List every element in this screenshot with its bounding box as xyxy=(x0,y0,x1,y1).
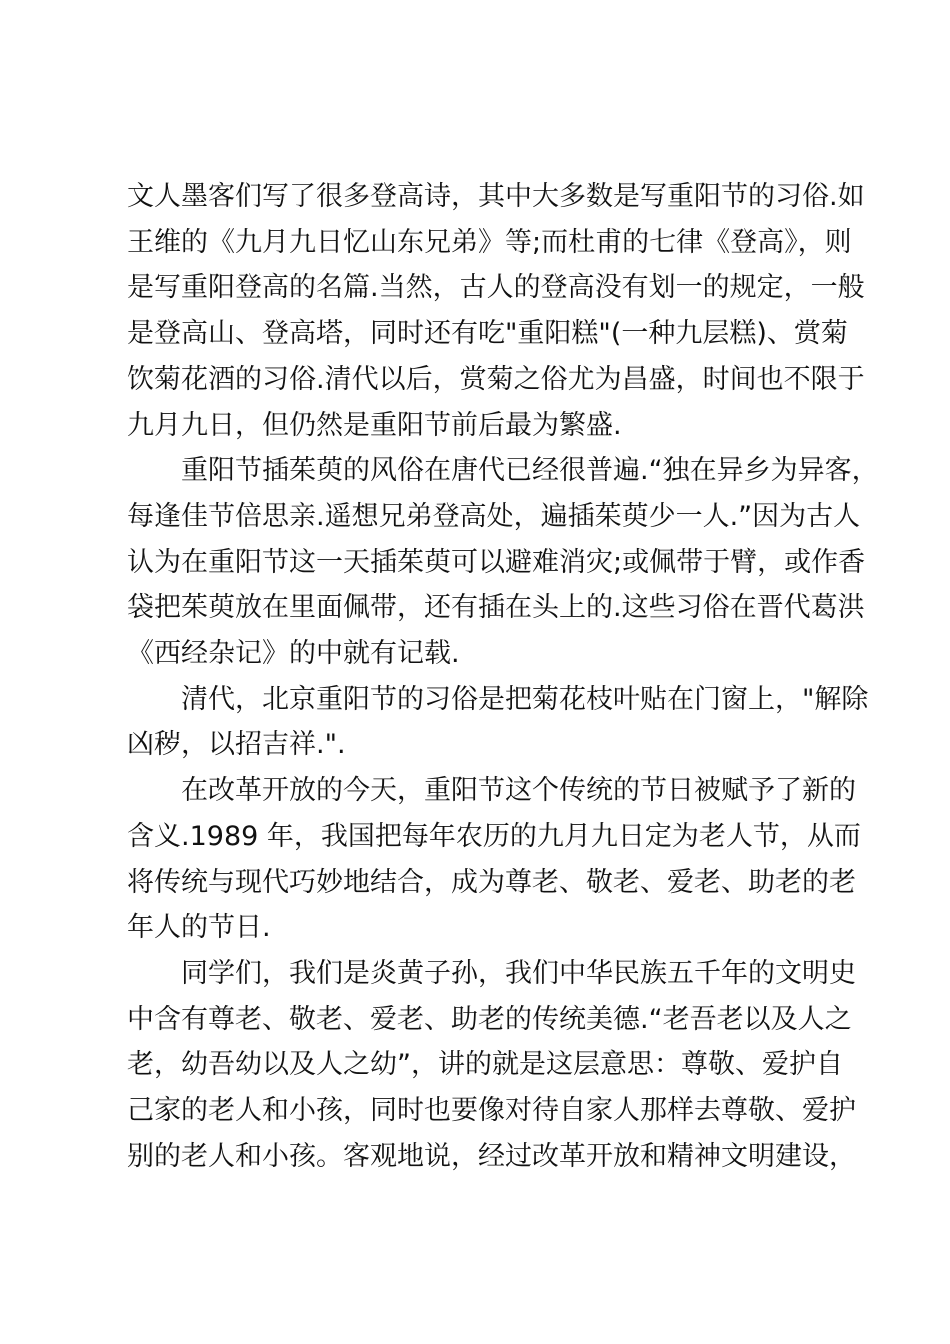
paragraph xyxy=(127,768,861,951)
text-line: 中含有尊老、敬老、爱老、助老的传统美德.“老吾老以及人之 xyxy=(127,1003,852,1035)
text-line: 《西经杂记》的中就有记载. xyxy=(127,638,460,670)
text-line: 每逢佳节倍思亲.遥想兄弟登高处，遍插茱萸少一人.”因为古人 xyxy=(127,500,861,532)
text-line: 清代，北京重阳节的习俗是把菊花枝叶贴在门窗上，"解除 xyxy=(181,683,869,715)
text-line: 己家的老人和小孩，同时也要像对待自家人那样去尊敬、爱护 xyxy=(127,1095,856,1127)
text-line: 老，幼吾幼以及人之幼”，讲的就是这层意思：尊敬、爱护自 xyxy=(127,1049,843,1081)
paragraph xyxy=(127,448,879,677)
text-line: 是写重阳登高的名篇.当然，古人的登高没有划一的规定，一般 xyxy=(127,272,865,304)
text-line: 同学们，我们是炎黄子孙，我们中华民族五千年的文明史 xyxy=(181,957,856,989)
text-line: 凶秽，以招吉祥.". xyxy=(127,729,346,761)
text-line: 王维的《九月九日忆山东兄弟》等;而杜甫的七律《登高》，则 xyxy=(127,226,852,258)
text-line: 将传统与现代巧妙地结合，成为尊老、敬老、爱老、助老的老 xyxy=(127,866,856,898)
text-line: 认为在重阳节这一天插茱萸可以避难消灾;或佩带于臂，或作香 xyxy=(127,546,866,578)
paragraph xyxy=(127,951,856,1180)
text-line: 饮菊花酒的习俗.清代以后，赏菊之俗尤为昌盛，时间也不限于 xyxy=(127,363,865,395)
text-line: 九月九日，但仍然是重阳节前后最为繁盛. xyxy=(127,409,622,441)
text-line: 文人墨客们写了很多登高诗，其中大多数是写重阳节的习俗.如 xyxy=(127,181,865,212)
body-text xyxy=(127,174,879,1179)
paragraph xyxy=(127,174,865,448)
text-line: 重阳节插茱萸的风俗在唐代已经很普遍.“独在异乡为异客， xyxy=(181,455,879,487)
text-line: 别的老人和小孩。客观地说，经过改革开放和精神文明建设， xyxy=(127,1140,856,1172)
text-line: 含义.1989 年，我国把每年农历的九月九日定为老人节，从而 xyxy=(127,820,861,852)
text-line: 是登高山、登高塔，同时还有吃"重阳糕"(一种九层糕)、赏菊 xyxy=(127,318,848,350)
paragraph xyxy=(127,677,869,768)
text-line: 年人的节日. xyxy=(127,912,271,944)
text-line: 在改革开放的今天，重阳节这个传统的节日被赋予了新的 xyxy=(181,775,856,807)
text-line: 袋把茱萸放在里面佩带，还有插在头上的.这些习俗在晋代葛洪 xyxy=(127,592,865,624)
